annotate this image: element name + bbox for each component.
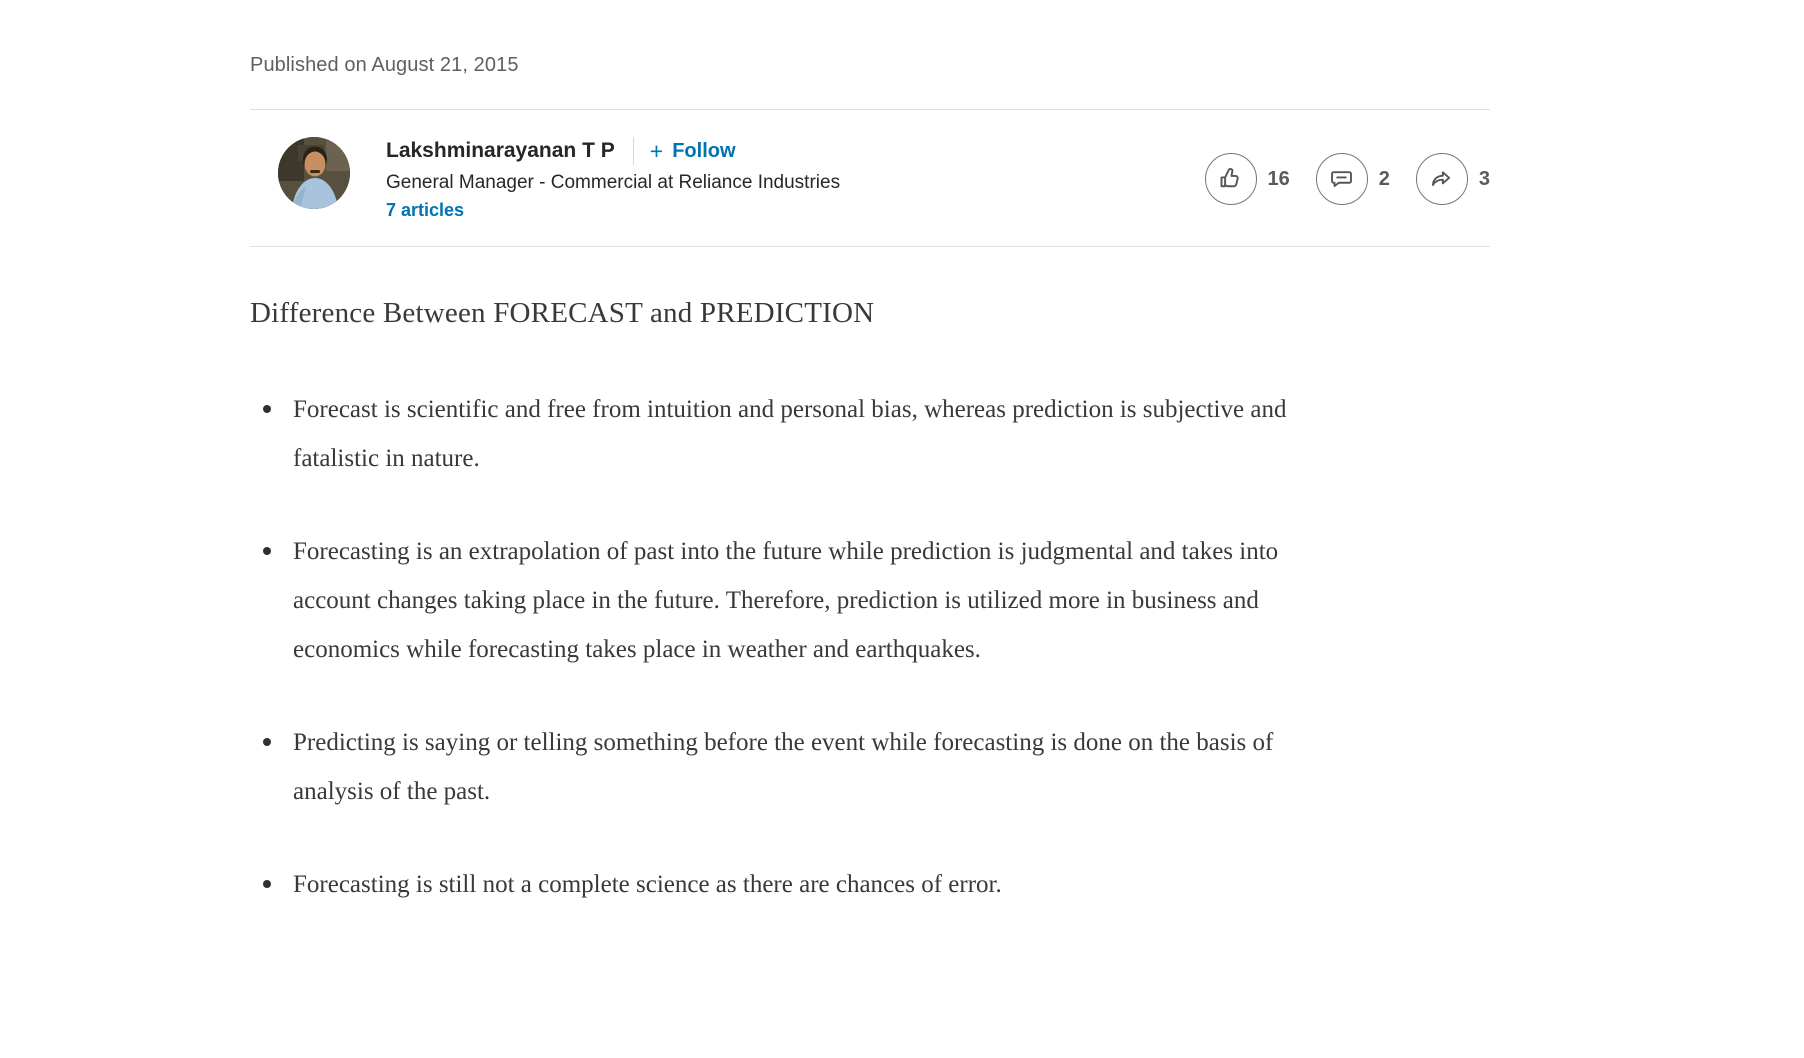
bullet-item: Forecast is scientific and free from intuition and personal bias, whereas prediction is subjective and fatalistic in nature. bbox=[250, 385, 1355, 483]
author-card bbox=[250, 110, 1490, 246]
bullet-list bbox=[250, 385, 1355, 909]
comment-button[interactable] bbox=[1316, 153, 1368, 205]
author-bottom-divider bbox=[250, 246, 1490, 247]
author-headline: General Manager - Commercial at Reliance Industries bbox=[386, 172, 841, 193]
comment-stat bbox=[1316, 153, 1390, 205]
follow-button[interactable] bbox=[649, 137, 736, 164]
follow-label: Follow bbox=[672, 139, 736, 162]
share-arrow-icon bbox=[1428, 166, 1455, 193]
like-count: 16 bbox=[1267, 167, 1290, 190]
engagement-bar bbox=[1205, 153, 1491, 205]
author-info bbox=[386, 137, 840, 221]
comment-count: 2 bbox=[1378, 167, 1390, 190]
article-title: Difference Between FORECAST and PREDICTION bbox=[250, 297, 875, 329]
thumbs-up-icon bbox=[1217, 166, 1244, 193]
share-count: 3 bbox=[1478, 167, 1490, 190]
share-button[interactable] bbox=[1416, 153, 1468, 205]
author-avatar[interactable] bbox=[278, 137, 350, 209]
name-follow-separator bbox=[633, 137, 634, 165]
article-body bbox=[250, 297, 1490, 909]
bullet-item: Forecasting is still not a complete science as there are chances of error. bbox=[250, 860, 1355, 909]
like-stat bbox=[1205, 153, 1290, 205]
author-name[interactable]: Lakshminarayanan T P bbox=[386, 139, 615, 162]
published-date: Published on August 21, 2015 bbox=[250, 54, 519, 76]
author-name-row bbox=[386, 137, 840, 165]
bullet-item: Predicting is saying or telling something before the event while forecasting is done on the basis of analysis of the past. bbox=[250, 718, 1355, 816]
avatar-photo bbox=[278, 137, 350, 209]
comment-icon bbox=[1328, 166, 1355, 193]
plus-icon: + bbox=[649, 137, 664, 164]
share-stat bbox=[1416, 153, 1490, 205]
article-page bbox=[250, 0, 1490, 1058]
bullet-item: Forecasting is an extrapolation of past into the future while prediction is judgmental and takes into account changes taking place in the future. Therefore, prediction is utilized more in business and economics while forecasting takes place in weather and earthquakes. bbox=[250, 527, 1355, 674]
like-button[interactable] bbox=[1205, 153, 1257, 205]
author-articles-link[interactable]: 7 articles bbox=[386, 200, 465, 220]
